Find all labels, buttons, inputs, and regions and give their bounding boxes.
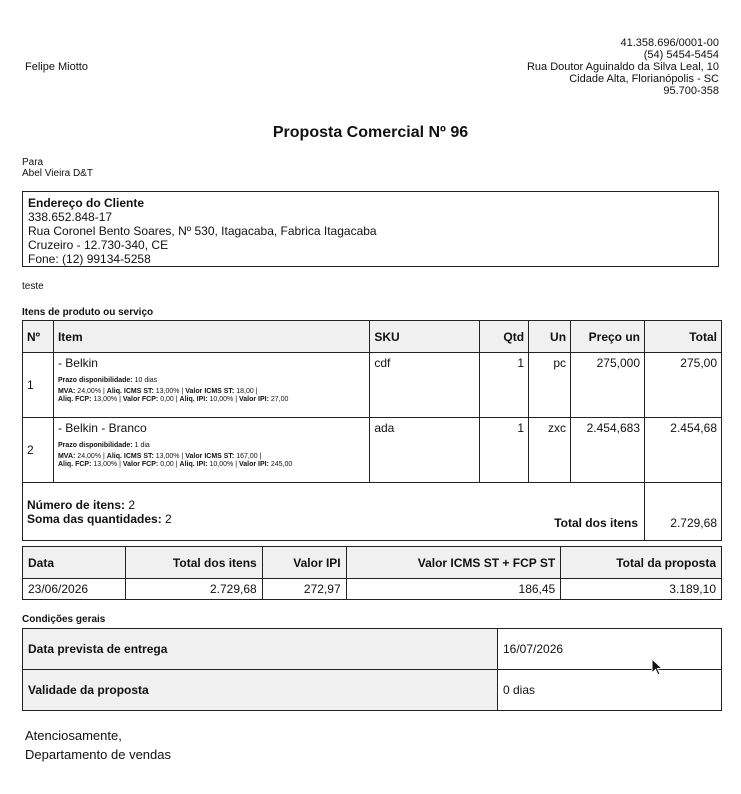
- col-header-price: Preço un: [571, 321, 645, 353]
- client-phone: Fone: (12) 99134-5258: [28, 252, 151, 266]
- item-cell: [53, 418, 369, 483]
- item-sku: ada: [370, 418, 480, 483]
- delivery-label: Data prevista de entrega: [23, 629, 498, 670]
- sender-phone: (54) 5454-5454: [643, 49, 719, 61]
- sender-name: Felipe Miotto: [25, 61, 88, 73]
- closing-line-1: Atenciosamente,: [25, 728, 122, 743]
- recipient-name: Abel Vieira D&T: [22, 168, 93, 179]
- items-header-row: [23, 321, 722, 353]
- item-availability: Prazo disponibilidade: 10 dias: [57, 377, 158, 384]
- closing-line-2: Departamento de vendas: [25, 747, 171, 762]
- item-taxes: MVA: 24,00% | Aliq. ICMS ST: 13,00% | Valor ICMS ST: 18,00 | Aliq. FCP: 13,00% | Valor FCP: 0,00 | Aliq. IPI: 10,00% | Valor IPI: 27,00: [57, 388, 289, 403]
- item-name: - Belkin: [57, 356, 98, 370]
- item-price: 2.454,683: [571, 418, 645, 483]
- items-total-value: 2.729,68: [645, 483, 722, 541]
- summary-header-items-total: Total dos itens: [125, 547, 262, 579]
- sender-info: [527, 37, 719, 97]
- item-sku: cdf: [370, 353, 480, 418]
- delivery-value: 16/07/2026: [498, 629, 722, 670]
- summary-items-total: 2.729,68: [125, 579, 262, 600]
- col-header-unit: Un: [529, 321, 571, 353]
- item-no: 1: [23, 353, 54, 418]
- table-row: [23, 418, 722, 483]
- sender-street: Rua Doutor Aguinaldo da Silva Leal, 10: [526, 61, 719, 73]
- item-price: 275,000: [571, 353, 645, 418]
- summary-total: 3.189,10: [561, 579, 722, 600]
- item-qty: 1: [480, 353, 529, 418]
- col-header-qty: Qtd: [480, 321, 529, 353]
- client-address-heading: Endereço do Cliente: [28, 196, 145, 210]
- summary-header-row: [23, 547, 722, 579]
- summary-header-date: Data: [23, 547, 126, 579]
- recipient: [22, 157, 93, 179]
- summary-icms: 186,45: [346, 579, 561, 600]
- item-no: 2: [23, 418, 54, 483]
- item-unit: pc: [529, 353, 571, 418]
- items-count: Número de itens: 2: [27, 497, 136, 512]
- recipient-label: Para: [22, 157, 44, 168]
- validity-label: Validade da proposta: [23, 670, 498, 711]
- col-header-total: Total: [645, 321, 722, 353]
- mouse-cursor-icon: [651, 658, 663, 676]
- summary-header-total: Total da proposta: [561, 547, 722, 579]
- item-availability: Prazo disponibilidade: 1 dia: [57, 442, 150, 449]
- items-total-label: Total dos itens: [554, 516, 638, 530]
- summary-date: 23/06/2026: [23, 579, 126, 600]
- client-street: Rua Coronel Bento Soares, Nº 530, Itagacaba, Fabrica Itagacaba: [28, 224, 377, 238]
- summary-ipi: 272,97: [262, 579, 346, 600]
- closing: [25, 726, 171, 764]
- proposal-note: teste: [22, 281, 44, 292]
- items-footer-row: [23, 483, 722, 541]
- client-address-box: [22, 191, 719, 267]
- client-doc: 338.652.848-17: [28, 210, 113, 224]
- items-footer-summary: [23, 483, 645, 541]
- sender-cep: 95.700-358: [663, 85, 719, 97]
- condition-row: [23, 670, 722, 711]
- items-table: [22, 320, 722, 541]
- table-row: [23, 353, 722, 418]
- client-city: Cruzeiro - 12.730-340, CE: [28, 238, 169, 252]
- sender-city: Cidade Alta, Florianópolis - SC: [569, 73, 719, 85]
- item-unit: zxc: [529, 418, 571, 483]
- validity-value: 0 dias: [498, 670, 722, 711]
- item-total: 275,00: [645, 353, 722, 418]
- summary-header-ipi: Valor IPI: [262, 547, 346, 579]
- summary-values-row: [23, 579, 722, 600]
- item-name: - Belkin - Branco: [57, 421, 147, 435]
- conditions-table: [22, 628, 722, 711]
- item-taxes: MVA: 24,00% | Aliq. ICMS ST: 13,00% | Valor ICMS ST: 167,00 | Aliq. FCP: 13,00% | Valor FCP: 0,00 | Aliq. IPI: 10,00% | Valor IPI: 245,00: [57, 453, 293, 468]
- page-title: Proposta Comercial Nº 96: [272, 124, 469, 141]
- item-qty: 1: [480, 418, 529, 483]
- items-section-title: Itens de produto ou serviço: [22, 307, 154, 318]
- conditions-title: Condições gerais: [22, 614, 106, 625]
- sender-cnpj: 41.358.696/0001-00: [620, 37, 719, 49]
- items-qty-sum: Soma das quantidades: 2: [27, 511, 172, 526]
- summary-header-icms: Valor ICMS ST + FCP ST: [346, 547, 561, 579]
- item-cell: [53, 353, 369, 418]
- col-header-sku: SKU: [370, 321, 480, 353]
- col-header-no: Nº: [23, 321, 54, 353]
- item-total: 2.454,68: [645, 418, 722, 483]
- summary-table: [22, 546, 722, 600]
- col-header-item: Item: [53, 321, 369, 353]
- condition-row: [23, 629, 722, 670]
